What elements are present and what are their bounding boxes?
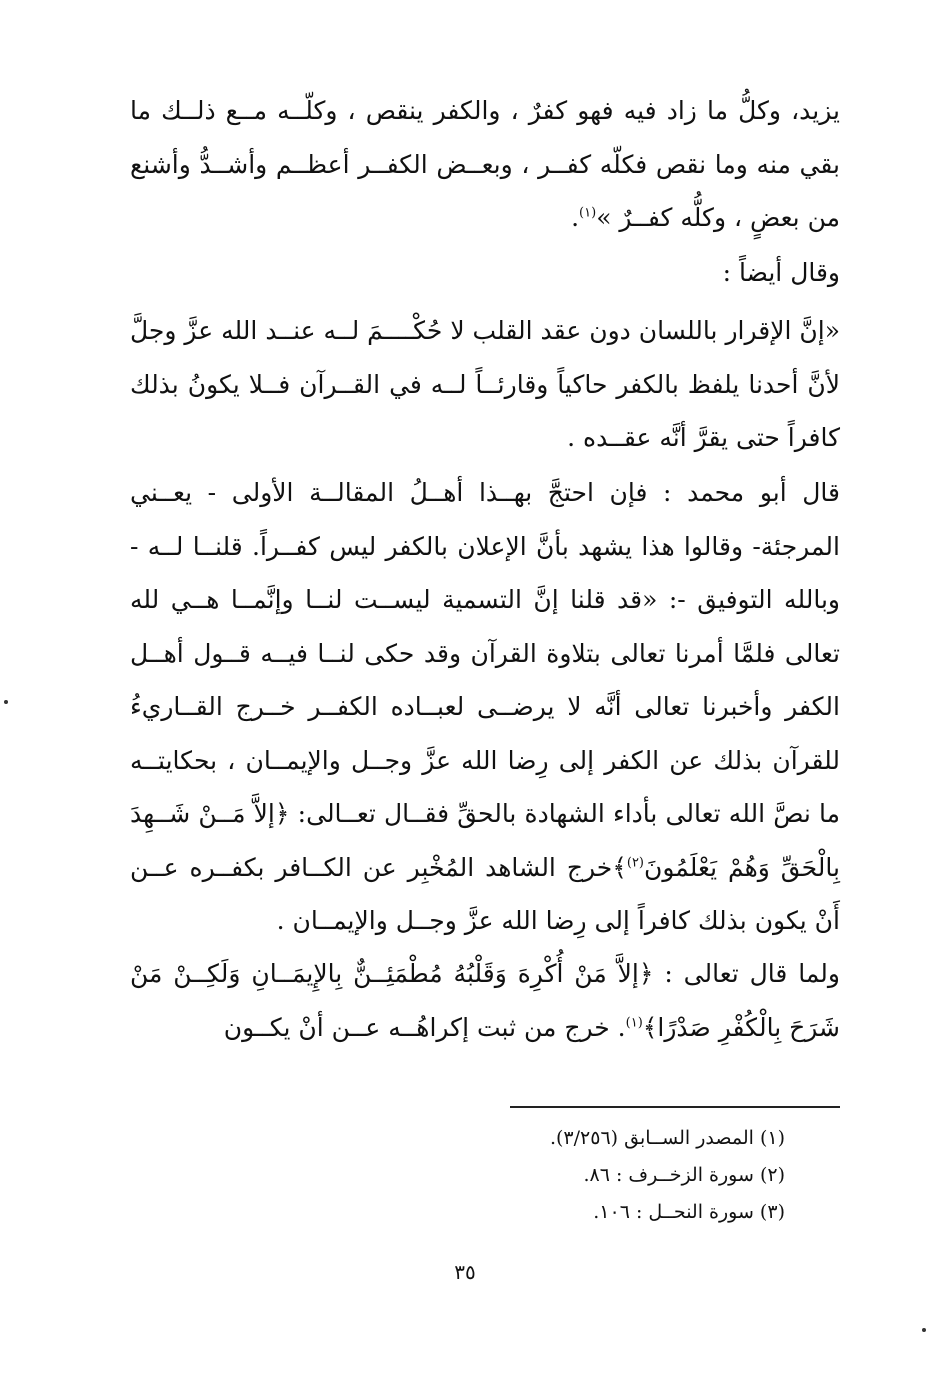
paragraph-1-end: .	[571, 203, 580, 232]
paragraph-2-text: وقال أيضاً :	[722, 258, 840, 287]
paragraph-4-text-b: ﴾خرج الشاهد المُخْبِر عن الكــافر بكفــره عــن أَنْ يكون بذلك كافراً إلى رِضا الله عزَّ وجــل والإيمــان .	[130, 852, 840, 935]
footnote-ref-1[interactable]: (١)	[579, 205, 597, 221]
footnote-1: (١) المصدر الســابق (٣/٢٥٦).	[549, 1127, 785, 1149]
paragraph-5-text-a: ولما قال تعالى : ﴿إلاَّ مَنْ أُكْرِهَ وَقَلْبُهُ مُطْمَئِــنٌّ بِالإِيمَــانِ وَلَكِــنْ مَنْ شَرَحَ بِالْكُفْرِ صَدْرًا﴾	[130, 959, 840, 1042]
paragraph-4-text-a: قال أبو محمد : فإن احتجَّ بهــذا أهــلُ المقالــة الأولى - يعــني المرجئة- وقالوا هذا يشهد بأنَّ الإعلان بالكفر ليس كفــراً. قلنــا لــه - وبالله التوفيق -: «قد قلنا إنَّ التسمية ليســت لنــا وإنَّمــا هــي لله تعالى فلمَّا أمرنا تعالى بتلاوة القرآن وقد حكى لنــا فيــه قــول أهــل الكفر وأخبرنا تعالى أنَّه لا يرضــى لعبــاده الكفــر خــرج القــاريءُ للقرآن بذلك عن الكفر إلى رِضا الله عزَّ وجــل والإيمــان ، بحكايتــه ما نصَّ الله تعالى بأداء الشهادة بالحقِّ فقــال تعــالى: ﴿إلاَّ مَــنْ شَــهِدَ بِالْحَقِّ وَهُمْ يَعْلَمُونَ	[130, 478, 840, 882]
page-number: ٣٥	[454, 1260, 476, 1284]
paragraph-1	[130, 84, 840, 245]
paragraph-3-text: «إنَّ الإقرار باللسان دون عقد القلب لا حُكْــــمَ لــه عنــد الله عزَّ وجلَّ لأنَّ أحدنا يلفظ بالكفر حاكياً وقارئــاً لــه في القــرآن فــلا يكونُ بذلك كافراً حتى يقرَّ أنَّه عقــده .	[130, 316, 840, 452]
footnote-divider	[510, 1106, 840, 1108]
paragraph-2	[130, 246, 840, 300]
scan-speck	[4, 700, 8, 704]
paragraph-5-text-b: . خرج من ثبت إكراهُــه عــن أنْ يكــون	[223, 1012, 626, 1042]
footnote-2: (٢) سورة الزخــرف : ٨٦.	[583, 1164, 785, 1186]
footnote-ref-2[interactable]: (٢)	[626, 855, 644, 871]
footnotes	[365, 1120, 785, 1231]
scan-speck	[922, 1328, 926, 1332]
paragraph-5	[130, 947, 840, 1054]
footnote-ref-3[interactable]: (١)	[625, 1015, 643, 1031]
footnote-3: (٣) سورة النحــل : ١٠٦.	[593, 1201, 785, 1223]
paragraph-3	[130, 304, 840, 465]
paragraph-4	[130, 466, 840, 948]
paragraph-1-text: يزيد، وكلُّ ما زاد فيه فهو كفرٌ ، والكفر ينقص ، وكلّــه مــع ذلــك ما بقي منه وما نقص فكلّه كفــر ، وبعــض الكفــر أعظــم وأشــدُّ وأشنع من بعضٍ ، وكلُّه كفــرٌ »	[130, 96, 840, 232]
